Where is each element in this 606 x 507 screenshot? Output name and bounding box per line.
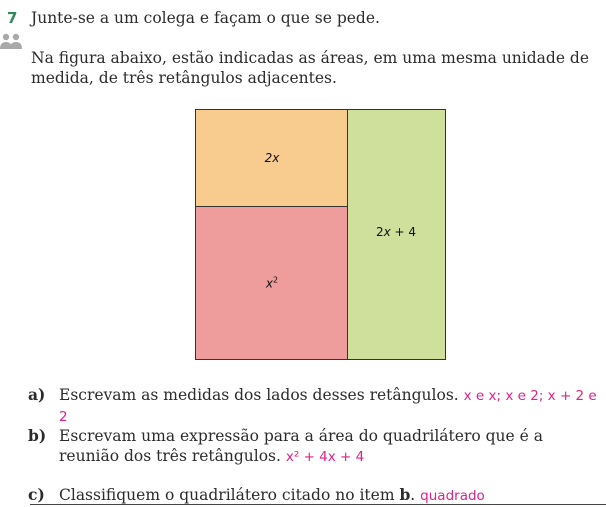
item-a-letter: a): [28, 385, 46, 404]
label-top-left: 2x: [264, 151, 280, 165]
label-bottom-left: $x^2$: [265, 275, 279, 291]
question-number: 7: [7, 9, 18, 27]
pair-work-icon: [0, 33, 24, 51]
bottom-divider: [30, 504, 606, 505]
item-c-text-end: .: [410, 486, 416, 504]
item-b-answer: x² + 4x + 4: [285, 449, 365, 465]
question-instruction: Junte-se a um colega e façam o que se pede.: [31, 9, 380, 27]
label-right: 2x + 4: [375, 225, 417, 239]
area-figure: [195, 109, 446, 360]
item-c: [59, 485, 599, 506]
item-a-text: Escrevam as medidas dos lados desses retângulos.: [59, 386, 459, 404]
item-c-answer: quadrado: [420, 488, 485, 504]
item-c-bold-ref: b: [399, 485, 411, 504]
item-b: [59, 426, 599, 467]
item-c-letter: c): [28, 485, 45, 504]
item-b-letter: b): [28, 426, 47, 445]
item-a: [59, 385, 599, 427]
item-c-text: Classifiquem o quadrilátero citado no item: [59, 486, 395, 504]
question-intro: Na figura abaixo, estão indicadas as áreas, em uma mesma unidade de medida, de três retângulos adjacentes.: [31, 49, 590, 87]
item-a-answer: x e x; x e 2; x + 2 e 2: [59, 388, 597, 425]
item-b-text: Escrevam uma expressão para a área do quadrilátero que é a reunião dos três retângulos.: [59, 427, 543, 465]
